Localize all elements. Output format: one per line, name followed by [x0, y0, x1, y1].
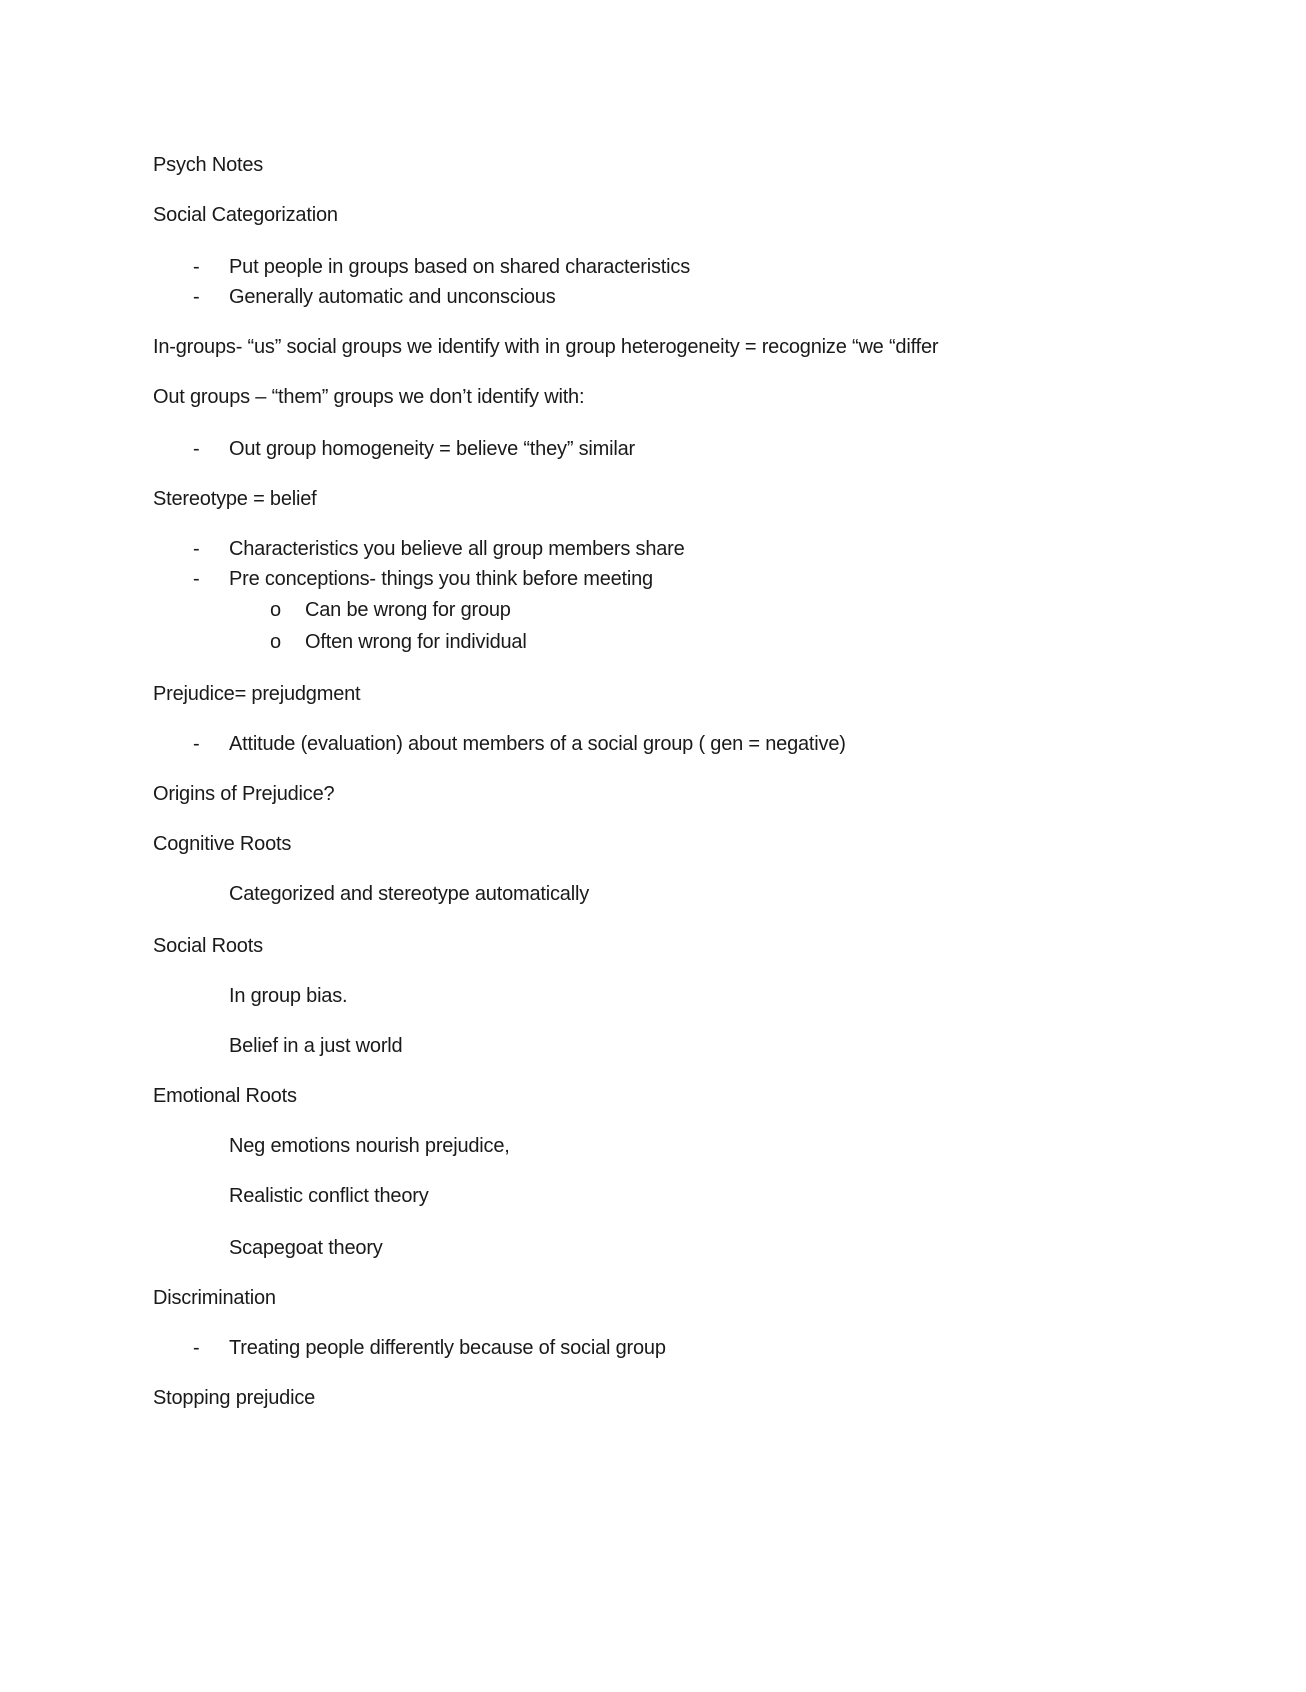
document-title: Psych Notes — [153, 154, 264, 176]
bullet-dash: - — [193, 733, 200, 755]
indented-item: In group bias. — [229, 985, 348, 1007]
heading-discrimination: Discrimination — [153, 1287, 276, 1309]
bullet-item: Put people in groups based on shared characteristics — [229, 256, 690, 278]
heading-stereotype: Stereotype = belief — [153, 488, 317, 510]
bullet-item: Pre conceptions- things you think before meeting — [229, 568, 653, 590]
bullet-item: Generally automatic and unconscious — [229, 286, 556, 308]
heading-prejudice: Prejudice= prejudgment — [153, 683, 361, 705]
bullet-item: Out group homogeneity = believe “they” similar — [229, 438, 636, 460]
heading-out-groups: Out groups – “them” groups we don’t identify with: — [153, 386, 585, 408]
bullet-dash: - — [193, 438, 200, 460]
heading-stopping-prejudice: Stopping prejudice — [153, 1387, 316, 1409]
heading-social-roots: Social Roots — [153, 935, 263, 957]
heading-social-categorization: Social Categorization — [153, 204, 338, 226]
paragraph-in-groups: In-groups- “us” social groups we identify with in group heterogeneity = recognize “we “differ — [153, 336, 939, 358]
bullet-dash: - — [193, 1337, 200, 1359]
bullet-item: Treating people differently because of social group — [229, 1337, 666, 1359]
bullet-dash: - — [193, 538, 200, 560]
indented-item: Categorized and stereotype automatically — [229, 883, 589, 905]
bullet-dash: - — [193, 256, 200, 278]
sub-bullet-marker: o — [270, 599, 282, 621]
indented-item: Scapegoat theory — [229, 1237, 383, 1259]
indented-item: Realistic conflict theory — [229, 1185, 429, 1207]
heading-cognitive-roots: Cognitive Roots — [153, 833, 292, 855]
sub-bullet-item: Can be wrong for group — [305, 599, 511, 621]
heading-emotional-roots: Emotional Roots — [153, 1085, 297, 1107]
indented-item: Neg emotions nourish prejudice, — [229, 1135, 510, 1157]
bullet-dash: - — [193, 568, 200, 590]
bullet-dash: - — [193, 286, 200, 308]
heading-origins: Origins of Prejudice? — [153, 783, 335, 805]
sub-bullet-item: Often wrong for individual — [305, 631, 527, 653]
bullet-item: Characteristics you believe all group members share — [229, 538, 685, 560]
sub-bullet-marker: o — [270, 631, 282, 653]
bullet-item: Attitude (evaluation) about members of a social group ( gen = negative) — [229, 733, 846, 755]
indented-item: Belief in a just world — [229, 1035, 403, 1057]
